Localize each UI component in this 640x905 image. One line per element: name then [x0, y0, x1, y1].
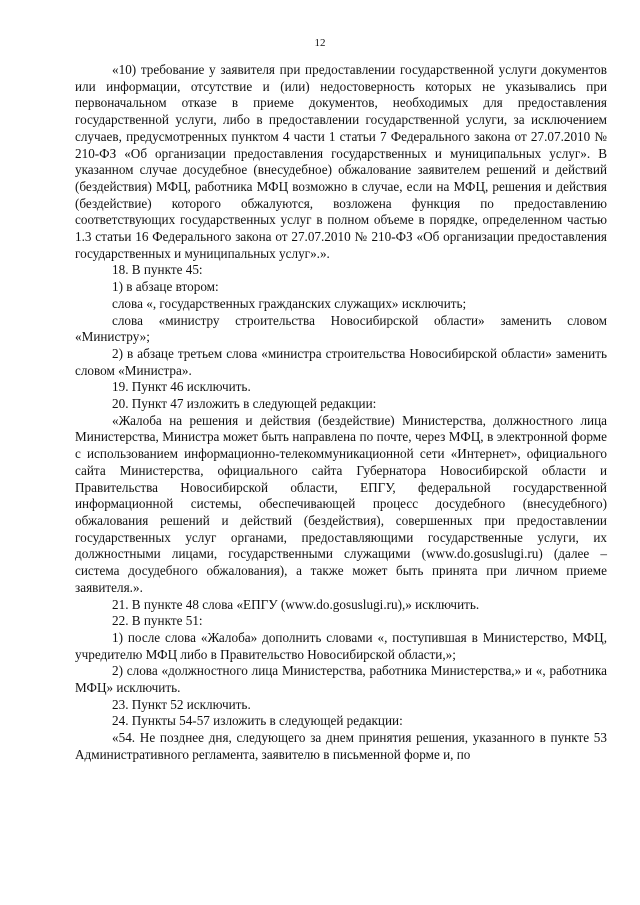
paragraph: 2) в абзаце третьем слова «министра строительства Новосибирской области» заменить словом «Министра».: [75, 345, 607, 378]
paragraph: 21. В пункте 48 слова «ЕПГУ (www.do.gosuslugi.ru),» исключить.: [112, 596, 480, 612]
paragraph: слова «министру строительства Новосибирской области» заменить словом «Министру»;: [75, 312, 607, 345]
paragraph: «54. Не позднее дня, следующего за днем принятия решения, указанного в пункте 53 Административного регламента, заявителю в письменной форме и, по: [75, 730, 607, 762]
paragraph: 2) слова «должностного лица Министерства, работника Министерства,» и «, работника МФЦ» исключить.: [75, 663, 607, 696]
document-body: [75, 62, 607, 764]
paragraph: 23. Пункт 52 исключить.: [112, 696, 251, 712]
paragraph: «10) требование у заявителя при предоставлении государственной услуги документов или информации, отсутствие и (или) недостоверность которых не указывались при первоначальном отказе в приеме документов, необходимых для предоставления государственной услуги, либо в предоставлении государственной услуги, за исключением случаев, предусмотренных пунктом 4 части 1 статьи 7 Федерального закона от 27.07.2010 № 210-ФЗ «Об организации предоставления государственных и муниципальных услуг». В указанном случае досудебное (внесудебное) обжалование заявителем решений и действий (бездействия) МФЦ, работника МФЦ возможно в случае, если на МФЦ, решения и действия (бездействие) которого обжалуются, возложена функция по предоставлению соответствующих государственных услуг в полном объеме в порядке, определенном частью 1.3 статьи 16 Федерального закона от 27.07.2010 № 210-ФЗ «Об организации предоставления государственных и муниципальных услуг».».: [75, 62, 607, 261]
paragraph: 20. Пункт 47 изложить в следующей редакции:: [112, 396, 377, 412]
paragraph: 24. Пункты 54-57 изложить в следующей редакции:: [112, 713, 403, 729]
paragraph: 18. В пункте 45:: [112, 262, 203, 278]
paragraph: «Жалоба на решения и действия (бездействие) Министерства, должностного лица Министерства, Министра может быть направлена по почте, через МФЦ, в электронной форме с использованием информационно-телекоммуникационной сети «Интернет», официального сайта Министерства, официального сайта Губернатора Новосибирской области и Правительства Новосибирской области, ЕПГУ, федеральной государственной информационной системы, обеспечивающей процесс досудебного (внесудебного) обжалования решений и действий (бездействия), совершенных при предоставлении государственных услуг органами, предоставляющими государственные услуги, их должностными лицами, государственными служащими (www.do.gosuslugi.ru) (далее – система досудебного обжалования), а также может быть принята при личном приеме заявителя.».: [75, 412, 607, 595]
page-number: 12: [314, 37, 326, 49]
paragraph: 1) в абзаце втором:: [112, 279, 219, 295]
paragraph: слова «, государственных гражданских служащих» исключить;: [112, 295, 467, 311]
paragraph: 22. В пункте 51:: [112, 613, 203, 629]
paragraph: 19. Пункт 46 исключить.: [112, 379, 251, 395]
paragraph: 1) после слова «Жалоба» дополнить словами «, поступившая в Министерство, МФЦ, учредителю МФЦ либо в Правительство Новосибирской области,»;: [75, 629, 607, 662]
